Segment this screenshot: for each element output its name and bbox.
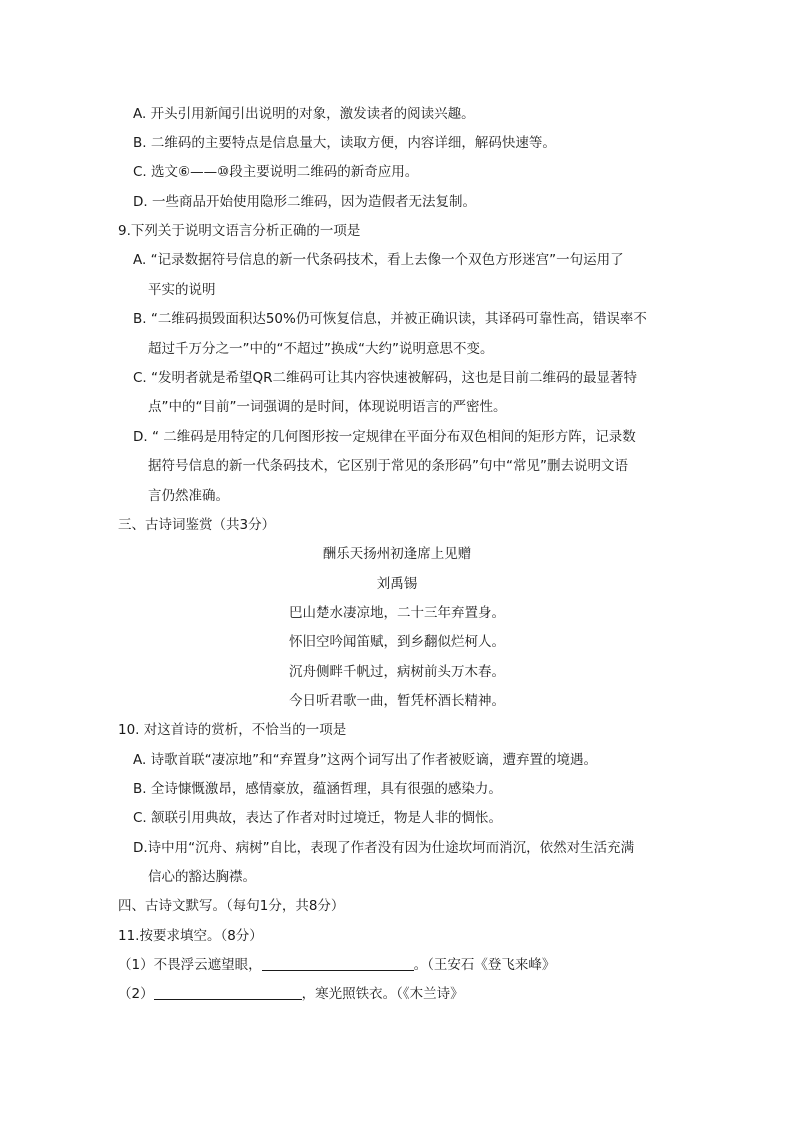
q10-option-d-line1: D.诗中用“沉舟、病树”自比，表现了作者没有因为仕途坎坷而消沉，依然对生活充满 xyxy=(133,840,635,856)
q9-option-b-line2: 超过千万分之一”中的“不超过”换成“大约”说明意思不变。 xyxy=(148,341,494,357)
poem-line-4: 今日听君歌一曲，暂凭杯酒长精神。 xyxy=(289,693,505,709)
q10-stem: 10. 对这首诗的赏析，不恰当的一项是 xyxy=(118,722,347,738)
q9-option-a-line2: 平实的说明 xyxy=(148,282,216,298)
q8-option-b: B. 二维码的主要特点是信息量大，读取方便，内容详细，解码快速等。 xyxy=(133,135,556,151)
q9-option-c-line1: C. “发明者就是希望QR二维码可让其内容快速被解码，这也是目前二维码的最显著特 xyxy=(133,370,638,386)
answer-blank-2[interactable] xyxy=(154,984,302,1000)
q10-option-c: C. 颔联引用典故，表达了作者对时过境迁，物是人非的惆怅。 xyxy=(133,810,503,826)
poem-line-2: 怀旧空吟闻笛赋，到乡翻似烂柯人。 xyxy=(289,634,505,650)
poem-author: 刘禹锡 xyxy=(376,576,418,592)
poem-line-1: 巴山楚水凄凉地，二十三年弃置身。 xyxy=(289,605,505,621)
q9-option-d-line2: 据符号信息的新一代条码技术，它区别于常见的条形码”句中“常见”删去说明文语 xyxy=(148,458,628,474)
q9-option-d-line3: 言仍然准确。 xyxy=(148,488,229,504)
poem-line-3: 沉舟侧畔千帆过，病树前头万木春。 xyxy=(289,664,505,680)
section4-heading: 四、古诗文默写。（每句1分，共8分） xyxy=(118,898,345,914)
q11-item-1 xyxy=(118,955,555,975)
q9-option-c-line2: 点”中的“目前”一词强调的是时间，体现说明语言的严密性。 xyxy=(148,399,507,415)
q11-stem: 11.按要求填空。（8分） xyxy=(118,928,263,944)
q11-item-1-source: 。（王安石《登飞来峰》 xyxy=(413,957,556,973)
q11-item-1-prefix: （1）不畏浮云遮望眼， xyxy=(118,957,262,973)
q11-item-2 xyxy=(118,984,464,1004)
q9-option-b-line1: B. “二维码损毁面积达50%仍可恢复信息，并被正确识读，其译码可靠性高，错误率不 xyxy=(133,311,647,327)
q10-option-a: A. 诗歌首联“凄凉地”和“弃置身”这两个词写出了作者被贬谪，遭弃置的境遇。 xyxy=(133,752,598,768)
q10-option-b: B. 全诗慷慨激昂，感情豪放，蕴涵哲理，具有很强的感染力。 xyxy=(133,781,502,797)
answer-blank-1[interactable] xyxy=(262,955,414,971)
q9-option-d-line1: D. “ 二维码是用特定的几何图形按一定规律在平面分布双色相间的矩形方阵，记录数 xyxy=(133,429,636,445)
q9-option-a-line1: A. “记录数据符号信息的新一代条码技术，看上去像一个双色方形迷宫”一句运用了 xyxy=(133,252,624,268)
q11-item-2-prefix: （2） xyxy=(118,986,154,1002)
section3-heading: 三、古诗词鉴赏（共3分） xyxy=(118,517,276,533)
q8-option-c: C. 选文⑥——⑩段主要说明二维码的新奇应用。 xyxy=(133,164,419,180)
q9-stem: 9.下列关于说明文语言分析正确的一项是 xyxy=(118,223,361,239)
q11-item-2-source: ，寒光照铁衣。（《木兰诗》 xyxy=(301,986,464,1002)
q8-option-d: D. 一些商品开始使用隐形二维码，因为造假者无法复制。 xyxy=(133,194,476,210)
poem-title: 酬乐天扬州初逢席上见赠 xyxy=(322,546,472,562)
q10-option-d-line2: 信心的豁达胸襟。 xyxy=(148,869,256,885)
q8-option-a: A. 开头引用新闻引出说明的对象，激发读者的阅读兴趣。 xyxy=(133,106,475,122)
